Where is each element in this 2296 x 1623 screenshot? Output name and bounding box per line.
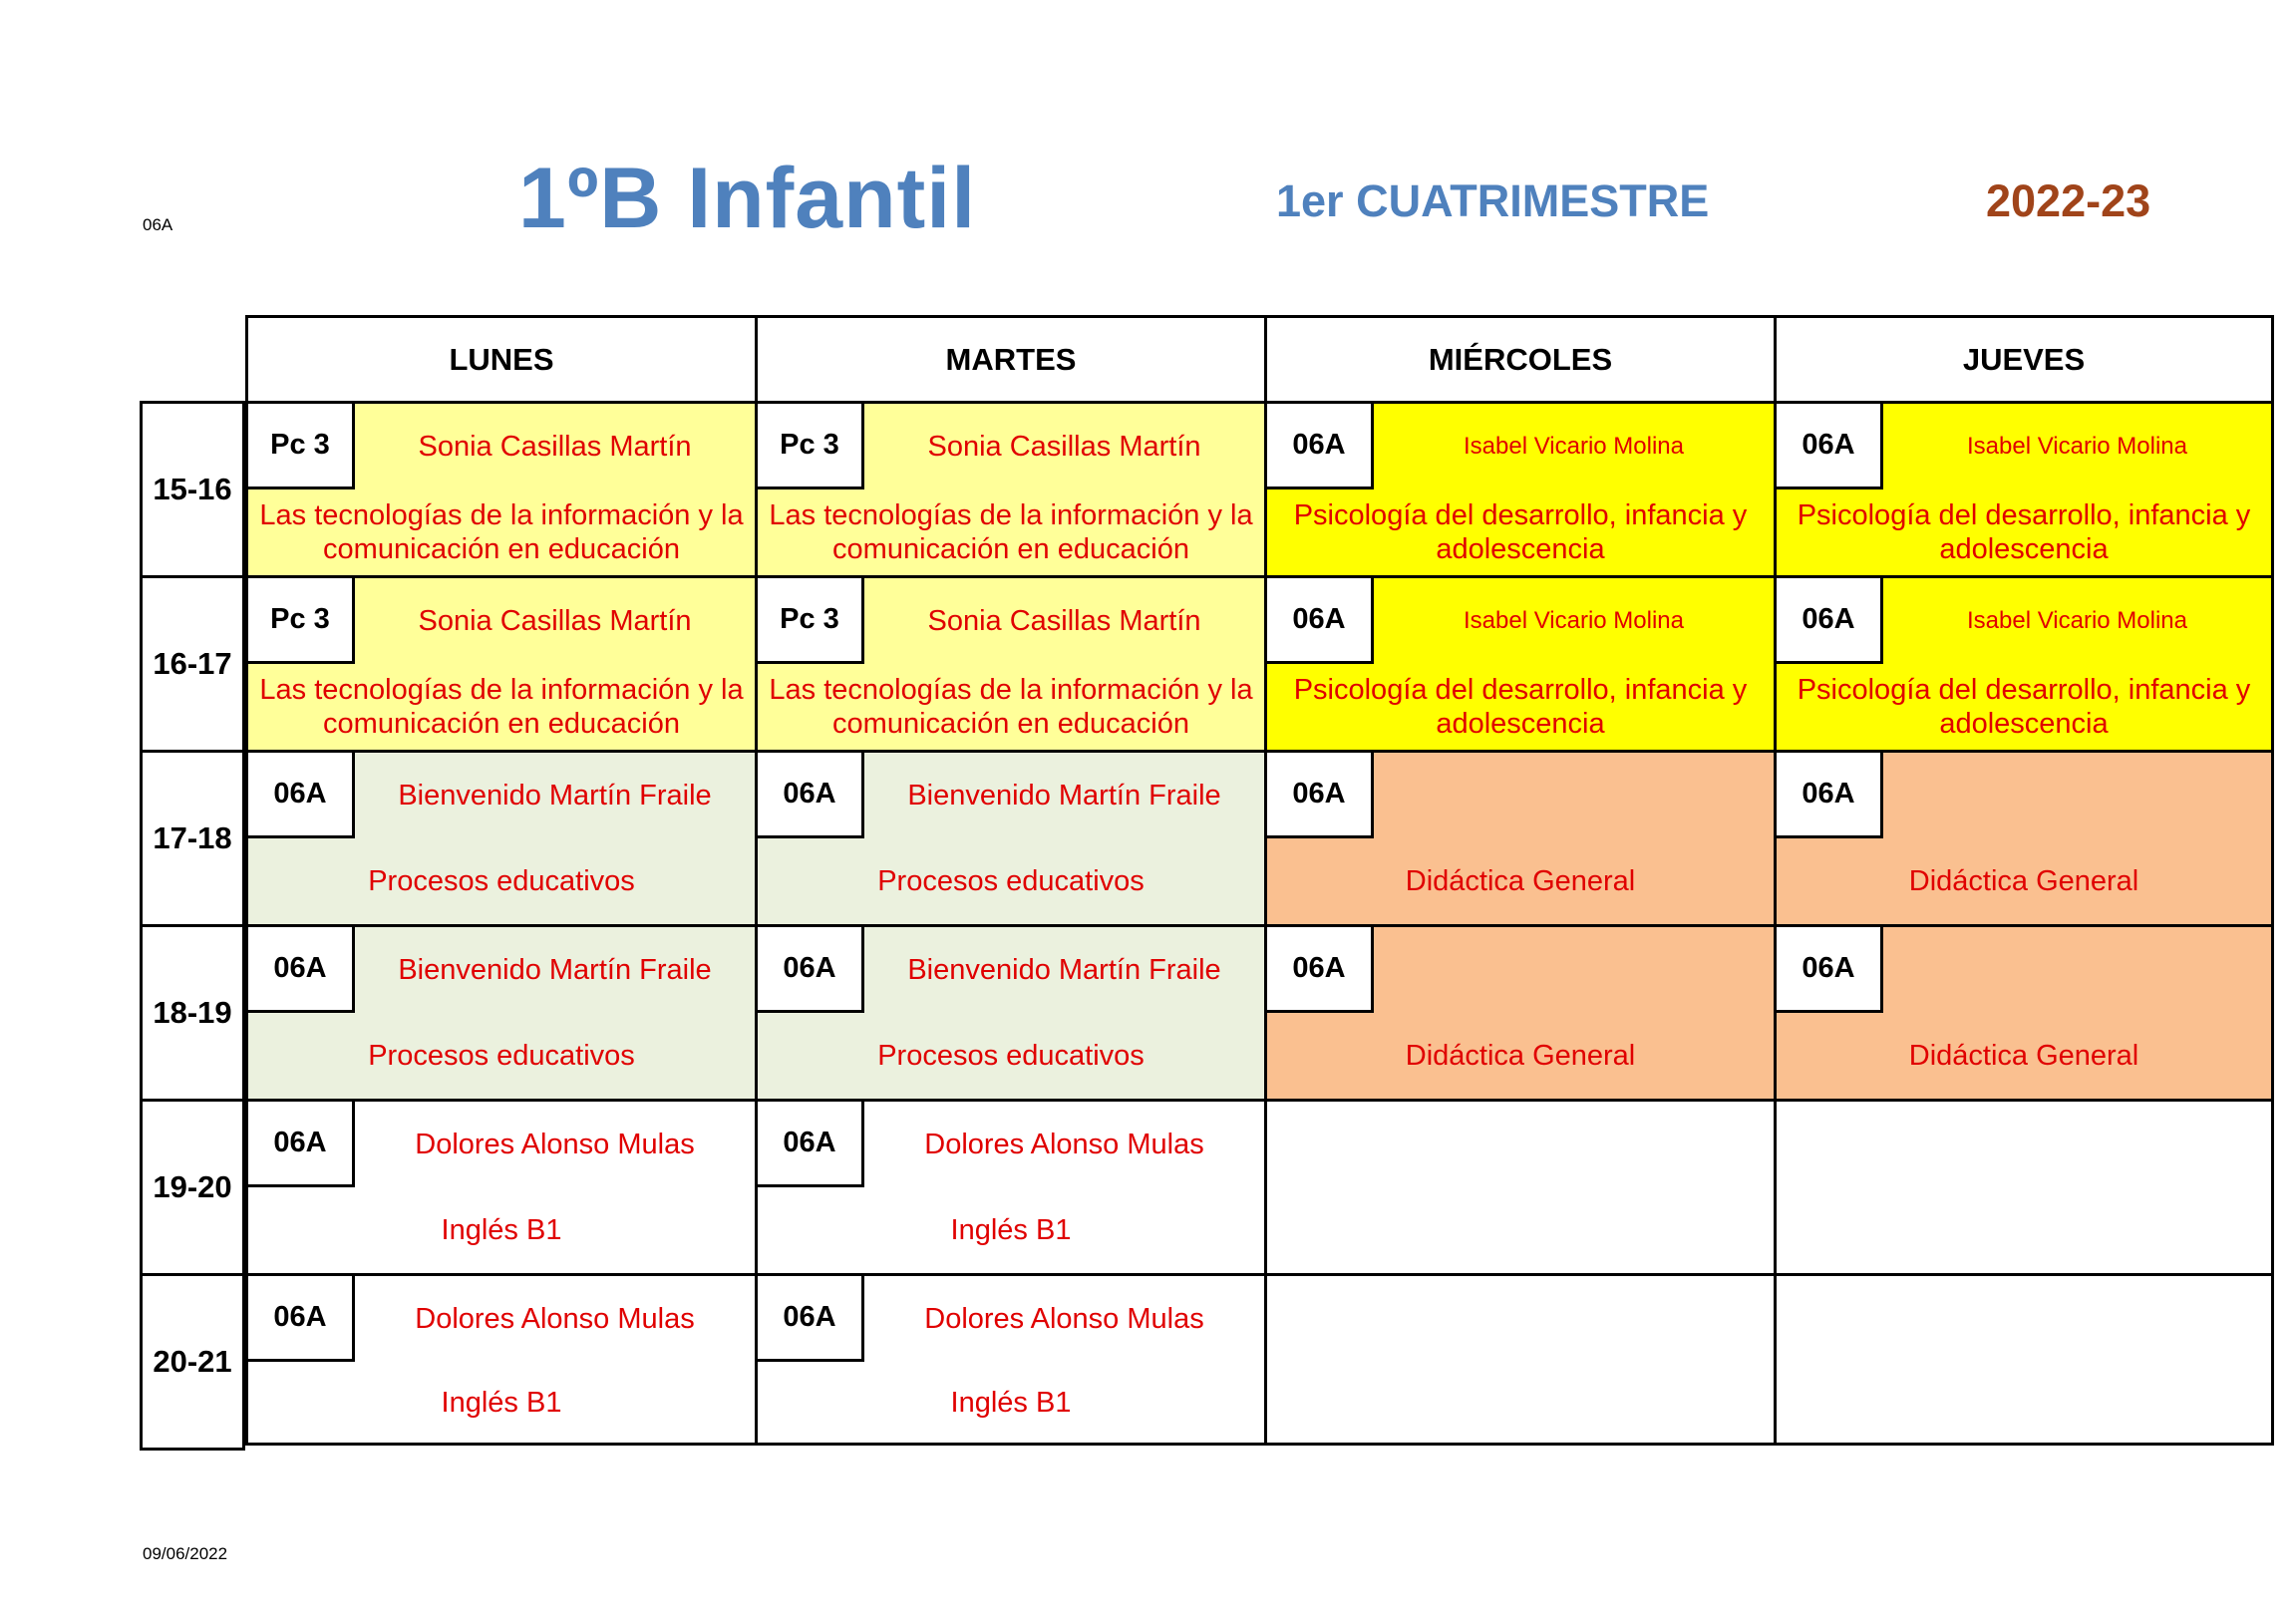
teacher-name: Dolores Alonso Mulas: [924, 1302, 1204, 1335]
time-slot-18-19: 18-19: [140, 924, 245, 1102]
class-cell-martes-19-20: [755, 1099, 1267, 1276]
class-cell-jueves-16-17: [1774, 575, 2274, 753]
empty-cell-jueves-19-20: [1774, 1099, 2274, 1276]
room-label: Pc 3: [755, 575, 864, 664]
class-cell-lunes-17-18: [245, 750, 758, 927]
page-title: 1ºB Infantil: [518, 151, 977, 246]
teacher-name: Isabel Vicario Molina: [1966, 607, 2187, 634]
room-label: 06A: [755, 1099, 864, 1187]
class-cell-lunes-15-16: [245, 401, 758, 578]
teacher-name: Dolores Alonso Mulas: [924, 1128, 1204, 1160]
room-label: 06A: [245, 1099, 355, 1187]
class-cell-lunes-18-19: [245, 924, 758, 1102]
teacher-name: Dolores Alonso Mulas: [415, 1302, 695, 1335]
teacher-name: Bienvenido Martín Fraile: [907, 779, 1221, 812]
teacher-name: Bienvenido Martín Fraile: [398, 953, 712, 986]
subject-name: Didáctica General: [1405, 865, 1636, 897]
room-label: 06A: [1774, 750, 1883, 838]
subject-name: Didáctica General: [1908, 1040, 2139, 1072]
time-slot-15-16: 15-16: [140, 401, 245, 578]
room-label: 06A: [755, 924, 864, 1013]
empty-cell-miercoles-20-21: [1264, 1273, 1777, 1446]
teacher-name: Bienvenido Martín Fraile: [398, 779, 712, 812]
subject-name: Las tecnologías de la información y la comunicación en educación: [259, 674, 744, 740]
room-label: 06A: [245, 1273, 355, 1362]
subject-name: Psicología del desarrollo, infancia y adolescencia: [1797, 499, 2251, 565]
room-label: 06A: [755, 750, 864, 838]
room-label: Pc 3: [755, 401, 864, 489]
room-label: 06A: [245, 750, 355, 838]
teacher-name: Isabel Vicario Molina: [1463, 607, 1684, 634]
room-label: 06A: [1264, 924, 1374, 1013]
time-slot-16-17: 16-17: [140, 575, 245, 753]
class-cell-lunes-20-21: [245, 1273, 758, 1446]
room-label: 06A: [1264, 401, 1374, 489]
teacher-name: Sonia Casillas Martín: [927, 430, 1201, 463]
timetable-grid: [140, 315, 2274, 1446]
subject-name: Didáctica General: [1405, 1040, 1636, 1072]
room-label: 06A: [755, 1273, 864, 1362]
time-slot-19-20: 19-20: [140, 1099, 245, 1276]
room-label: 06A: [1264, 750, 1374, 838]
class-cell-martes-18-19: [755, 924, 1267, 1102]
term-label: 1er CUATRIMESTRE: [1276, 175, 1710, 226]
subject-name: Las tecnologías de la información y la comunicación en educación: [769, 499, 1253, 565]
subject-name: Procesos educativos: [877, 865, 1145, 897]
time-slot-20-21: 20-21: [140, 1273, 245, 1451]
subject-name: Inglés B1: [441, 1386, 562, 1419]
subject-name: Psicología del desarrollo, infancia y adolescencia: [1293, 499, 1748, 565]
class-cell-miercoles-17-18: [1264, 750, 1777, 927]
room-label: Pc 3: [245, 575, 355, 664]
subject-name: Las tecnologías de la información y la comunicación en educación: [769, 674, 1253, 740]
subject-name: Psicología del desarrollo, infancia y adolescencia: [1797, 674, 2251, 740]
class-cell-martes-16-17: [755, 575, 1267, 753]
subject-name: Inglés B1: [441, 1214, 562, 1246]
class-cell-jueves-15-16: [1774, 401, 2274, 578]
print-date: 09/06/2022: [143, 1544, 228, 1563]
class-cell-martes-15-16: [755, 401, 1267, 578]
day-header-martes: MARTES: [755, 315, 1267, 404]
time-slot-17-18: 17-18: [140, 750, 245, 927]
day-header-miercoles: MIÉRCOLES: [1264, 315, 1777, 404]
room-code-label: 06A: [143, 215, 173, 234]
class-cell-miercoles-18-19: [1264, 924, 1777, 1102]
class-cell-jueves-17-18: [1774, 750, 2274, 927]
subject-name: Las tecnologías de la información y la comunicación en educación: [259, 499, 744, 565]
subject-name: Procesos educativos: [368, 865, 635, 897]
teacher-name: Sonia Casillas Martín: [418, 430, 692, 463]
subject-name: Procesos educativos: [368, 1040, 635, 1072]
class-cell-lunes-19-20: [245, 1099, 758, 1276]
class-cell-lunes-16-17: [245, 575, 758, 753]
empty-cell-jueves-20-21: [1774, 1273, 2274, 1446]
teacher-name: Dolores Alonso Mulas: [415, 1128, 695, 1160]
teacher-name: Isabel Vicario Molina: [1463, 433, 1684, 460]
academic-year-label: 2022-23: [1986, 175, 2151, 226]
teacher-name: Sonia Casillas Martín: [927, 604, 1201, 637]
teacher-name: Sonia Casillas Martín: [418, 604, 692, 637]
room-label: 06A: [1264, 575, 1374, 664]
subject-name: Inglés B1: [950, 1386, 1072, 1419]
subject-name: Procesos educativos: [877, 1040, 1145, 1072]
class-cell-miercoles-16-17: [1264, 575, 1777, 753]
teacher-name: Bienvenido Martín Fraile: [907, 953, 1221, 986]
subject-name: Psicología del desarrollo, infancia y adolescencia: [1293, 674, 1748, 740]
room-label: 06A: [1774, 924, 1883, 1013]
room-label: 06A: [1774, 575, 1883, 664]
day-header-lunes: LUNES: [245, 315, 758, 404]
teacher-name: Isabel Vicario Molina: [1966, 433, 2187, 460]
empty-cell-miercoles-19-20: [1264, 1099, 1777, 1276]
day-header-jueves: JUEVES: [1774, 315, 2274, 404]
room-label: 06A: [1774, 401, 1883, 489]
class-cell-martes-20-21: [755, 1273, 1267, 1446]
class-cell-martes-17-18: [755, 750, 1267, 927]
room-label: 06A: [245, 924, 355, 1013]
class-cell-miercoles-15-16: [1264, 401, 1777, 578]
class-cell-jueves-18-19: [1774, 924, 2274, 1102]
subject-name: Didáctica General: [1908, 865, 2139, 897]
room-label: Pc 3: [245, 401, 355, 489]
subject-name: Inglés B1: [950, 1214, 1072, 1246]
